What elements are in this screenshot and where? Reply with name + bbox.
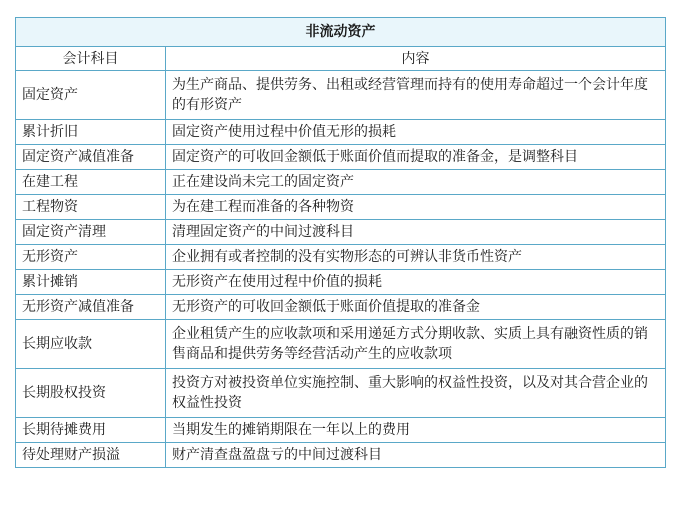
subject-cell: 无形资产减值准备 [16, 295, 166, 320]
table-row [16, 245, 666, 270]
subject-cell: 累计摊销 [16, 270, 166, 295]
table-row [16, 120, 666, 145]
content-cell: 投资方对被投资单位实施控制、重大影响的权益性投资，以及对其合营企业的权益性投资 [166, 369, 666, 418]
subject-cell: 长期应收款 [16, 320, 166, 369]
content-cell: 清理固定资产的中间过渡科目 [166, 220, 666, 245]
content-cell: 无形资产在使用过程中价值的损耗 [166, 270, 666, 295]
content-cell: 企业租赁产生的应收款项和采用递延方式分期收款、实质上具有融资性质的销售商品和提供劳务等经营活动产生的应收款项 [166, 320, 666, 369]
content-cell: 为在建工程而准备的各种物资 [166, 195, 666, 220]
table-row [16, 369, 666, 418]
table-title: 非流动资产 [16, 18, 666, 47]
column-header-subject: 会计科目 [16, 47, 166, 71]
subject-cell: 工程物资 [16, 195, 166, 220]
table-body [16, 71, 666, 468]
subject-cell: 长期股权投资 [16, 369, 166, 418]
content-cell: 财产清查盘盈盘亏的中间过渡科目 [166, 443, 666, 468]
subject-cell: 在建工程 [16, 170, 166, 195]
table-row [16, 195, 666, 220]
table-row [16, 320, 666, 369]
content-cell: 企业拥有或者控制的没有实物形态的可辨认非货币性资产 [166, 245, 666, 270]
content-cell: 正在建设尚未完工的固定资产 [166, 170, 666, 195]
content-cell: 当期发生的摊销期限在一年以上的费用 [166, 418, 666, 443]
content-cell: 固定资产使用过程中价值无形的损耗 [166, 120, 666, 145]
subject-cell: 累计折旧 [16, 120, 166, 145]
subject-cell: 固定资产清理 [16, 220, 166, 245]
table-row [16, 443, 666, 468]
table-row [16, 145, 666, 170]
column-header-content: 内容 [166, 47, 666, 71]
content-cell: 固定资产的可收回金额低于账面价值而提取的准备金，是调整科目 [166, 145, 666, 170]
subject-cell: 固定资产 [16, 71, 166, 120]
subject-cell: 无形资产 [16, 245, 166, 270]
table-row [16, 295, 666, 320]
table-row [16, 270, 666, 295]
table-row [16, 418, 666, 443]
subject-cell: 固定资产减值准备 [16, 145, 166, 170]
subject-cell: 长期待摊费用 [16, 418, 166, 443]
content-cell: 无形资产的可收回金额低于账面价值提取的准备金 [166, 295, 666, 320]
non-current-assets-table [15, 17, 666, 468]
table-row [16, 71, 666, 120]
subject-cell: 待处理财产损溢 [16, 443, 166, 468]
table-row [16, 220, 666, 245]
content-cell: 为生产商品、提供劳务、出租或经营管理而持有的使用寿命超过一个会计年度的有形资产 [166, 71, 666, 120]
table-row [16, 170, 666, 195]
